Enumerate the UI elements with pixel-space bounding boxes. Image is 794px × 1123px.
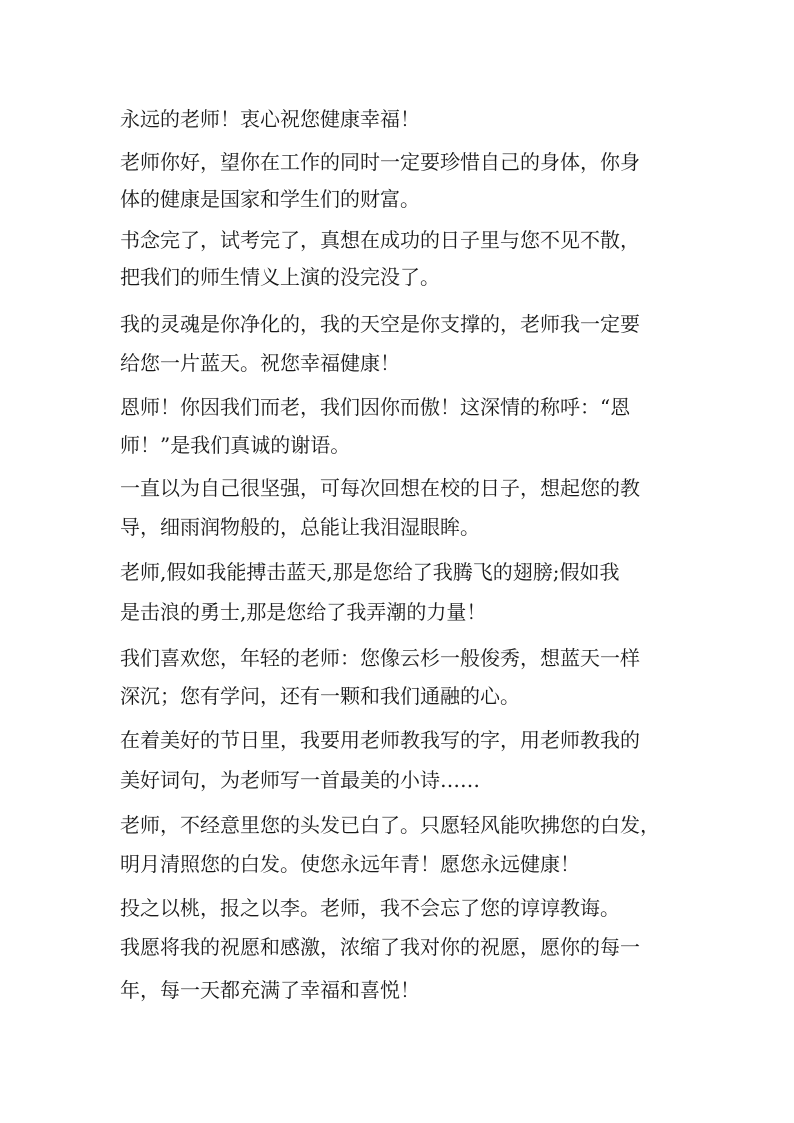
text-line: 美好词句，为老师写一首最美的小诗…… [120,768,480,792]
text-line: 一直以为自己很坚强，可每次回想在校的日子，想起您的教 [120,476,640,500]
text-line: 明月清照您的白发。使您永远年青！愿您永远健康！ [120,852,580,876]
text-line: 年，每一天都充满了幸福和喜悦！ [120,978,420,1002]
text-line: 我愿将我的祝愿和感激，浓缩了我对你的祝愿，愿你的每一 [120,935,640,959]
text-line: 我的灵魂是你净化的，我的天空是你支撑的，老师我一定要 [120,312,640,336]
text-line: 老师你好，望你在工作的同时一定要珍惜自己的身体，你身 [120,150,640,174]
text-line: 老师，不经意里您的头发已白了。只愿轻风能吹拂您的白发， [120,813,660,837]
text-line: 给您一片蓝天。祝您幸福健康！ [120,351,400,375]
text-line: 在着美好的节日里，我要用老师教我写的字，用老师教我的 [120,728,640,752]
text-line: 投之以桃，报之以李。老师，我不会忘了您的谆谆教诲。 [120,896,620,920]
text-line: 恩师！你因我们而老，我们因你而傲！这深情的称呼：“恩 [120,395,631,419]
text-line: 永远的老师！衷心祝您健康幸福！ [120,107,420,131]
text-line: 书念完了，试考完了，真想在成功的日子里与您不见不散， [120,228,640,252]
text-line: 把我们的师生情义上演的没完没了。 [120,265,440,289]
text-line: 导，细雨润物般的，总能让我泪湿眼眸。 [120,515,480,539]
text-line: 深沉；您有学问，还有一颗和我们通融的心。 [120,684,520,708]
text-line: 我们喜欢您，年轻的老师：您像云杉一般俊秀，想蓝天一样 [120,646,640,670]
text-line: 体的健康是国家和学生们的财富。 [120,187,420,211]
text-line: 师！”是我们真诚的谢语。 [120,433,351,457]
text-line: 是击浪的勇士,那是您给了我弄潮的力量！ [120,600,487,624]
text-line: 老师,假如我能搏击蓝天,那是您给了我腾飞的翅膀;假如我 [120,560,620,584]
